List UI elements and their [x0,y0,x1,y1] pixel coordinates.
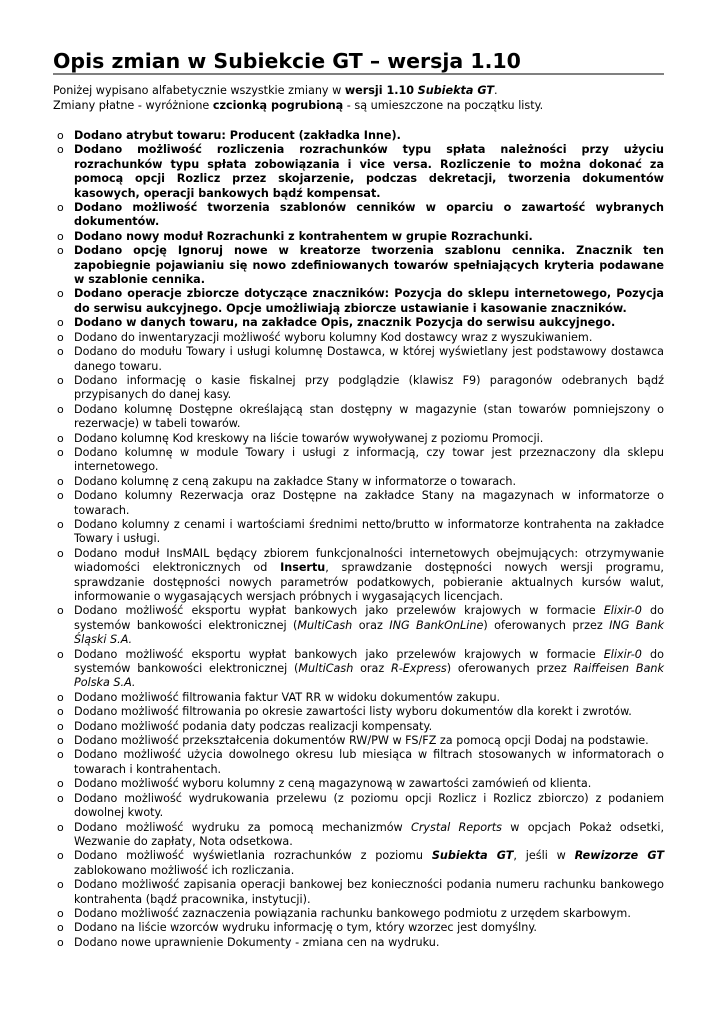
bullet-icon: o [57,474,64,488]
list-item [0,446,664,475]
item-text: ) oferowanych przez [446,662,574,676]
bullet-icon: o [57,229,64,243]
item-text: Dodano możliwość zapisania operacji bankowej bez konieczności podania numeru rachunku bankowego kontrahenta (bądź pracownika, instytucji). [74,878,664,906]
list-item [0,705,664,719]
list-item [0,792,664,821]
item-text: Dodano kolumny z cenami i wartościami średnimi netto/brutto w informatorze kontrahenta na zakładce Towary i usługi. [74,517,664,546]
item-text: Dodano możliwość rozliczenia rozrachunków typu spłata należności przy użyciu rozrachunków typu spłata zobowiązania i vice versa. Rozliczenie to można dokonać za pomocą opcji Rozlicz przez skojarzenie, podczas dekretacji, tworzenia dokumentów kasowych, operacji bankowych bądź kompensat. [74,143,664,200]
item-text: Dodano możliwość eksportu wypłat bankowych jako przelewów krajowych w formacie [74,647,604,661]
bullet-icon: o [57,878,64,892]
list-item [0,748,664,777]
bullet-icon: o [57,849,64,863]
bullet-icon: o [57,705,64,719]
bullet-icon: o [57,445,64,459]
list-item [0,244,664,287]
item-text: Dodano kolumnę Dostępne określającą stan dostępny w magazynie (stan towarów pomniejszony o rezerwacje) w tabeli towarów. [74,402,664,431]
list-item [0,777,664,791]
list-item [0,287,664,316]
item-text: Dodano kolumnę Kod kreskowy na liście towarów wywoływanej z poziomu Promocji. [74,431,544,445]
item-text: Dodano możliwość eksportu wypłat bankowych jako przelewów krajowych w formacie [74,604,604,618]
list-item [0,143,664,201]
item-text: Dodano możliwość zaznaczenia powiązania rachunku bankowego podmiotu z urzędem skarbowym. [74,906,631,920]
bullet-icon: o [57,690,64,704]
item-text: Dodano kolumny Rezerwacja oraz Dostępne na zakładce Stany na magazynach w informatorze o towarach. [74,489,664,517]
bullet-icon: o [57,201,64,215]
item-text: Dodano nowe uprawnienie Dokumenty - zmiana cen na wydruku. [74,935,440,949]
item-text: , jeśli w [513,849,575,863]
bullet-icon: o [57,517,64,531]
bullet-icon: o [57,935,64,949]
intro-text: Zmiany płatne - wyróżnione [53,99,213,112]
bullet-icon: o [57,345,64,359]
item-italic-text: MultiCash [297,618,353,632]
item-italic-text: ING BankOnLine [389,618,484,632]
bullet-icon: o [57,143,64,157]
item-text: ) oferowanych przez [483,618,610,632]
item-text: , sprawdzanie dostępności nowych wersji programu, sprawdzanie dostępności nowych parametrów podatkowych, pobieranie aktualnych kursów walut, informowanie o wygasających wersjach próbnych i wygasających licencjach. [74,561,664,603]
list-item [0,734,664,748]
bullet-icon: o [57,330,64,344]
list-item [0,720,664,734]
bullet-icon: o [57,777,64,791]
item-text: Dodano do modułu Towary i usługi kolumnę Dostawca, w której wyświetlany jest podstawowy dostawca danego towaru. [74,345,664,373]
item-text: Dodano możliwość wyświetlania rozrachunków z poziomu [74,849,432,863]
bullet-icon: o [57,791,64,805]
item-text: Dodano możliwość tworzenia szablonów cenników w oparciu o zawartość wybranych dokumentów. [74,201,664,229]
bullet-icon: o [57,719,64,733]
list-item [0,849,664,878]
item-italic-text: MultiCash [298,662,354,676]
item-text: Dodano kolumnę w module Towary i usługi z informacją, czy towar jest przeznaczony dla sklepu internetowego. [74,445,664,474]
change-list [0,129,724,950]
bullet-icon: o [57,734,64,748]
list-item [0,230,664,244]
item-text: Dodano możliwość przekształcenia dokumentów RW/PW w FS/FZ za pomocą opcji Dodaj na podstawie. [74,734,649,748]
intro-version: wersji 1.10 [344,84,415,97]
intro-text: . [493,84,498,97]
list-item [0,374,664,403]
bullet-icon: o [57,431,64,445]
list-item [0,201,664,230]
bullet-icon: o [57,373,64,387]
list-item [0,432,664,446]
item-text: do systemów bankowości elektronicznej ( [74,647,664,676]
item-italic-text: R-Express [391,662,447,676]
item-bold-text: Insertu [280,561,326,575]
intro-line-2 [53,98,673,113]
item-text: w opcjach Pokaż odsetki, Wezwanie do zapłaty, Nota odsetkowa. [74,820,664,848]
intro-product-name: Subiekta GT [417,84,494,97]
intro [53,83,673,113]
list-item [0,821,664,850]
bullet-icon: o [57,287,64,301]
bullet-icon: o [57,244,64,258]
bullet-icon: o [57,820,64,834]
bullet-icon: o [57,647,64,661]
item-italic-text: Raiffeisen Bank Polska S.A. [74,662,664,690]
bullet-icon: o [57,604,64,618]
list-item [0,316,664,330]
list-item [0,331,664,345]
item-italic-text: ING Bank Śląski S.A. [74,618,664,647]
item-product-name: Rewizorze GT [574,849,664,863]
bullet-icon: o [57,748,64,762]
item-text: Dodano moduł InsMAIL będący zbiorem funkcjonalności internetowych obejmujących: otrzymywanie wiadomości elektronicznych od [74,546,664,575]
item-text: Dodano opcję Ignoruj nowe w kreatorze tworzenia szablonu cennika. Znacznik ten zapobiegnie pojawianiu się nowo zdefiniowanych towarów spełniających kryteria podawane w szablonie cennika. [74,244,664,287]
list-item [0,547,664,605]
item-text: Dodano możliwość wydruku za pomocą mechanizmów [74,820,412,834]
item-text: Dodano w danych towaru, na zakładce Opis, znacznik Pozycja do serwisu aukcyjnego. [74,316,616,330]
item-text: Dodano informację o kasie fiskalnej przy podglądzie (klawisz F9) paragonów odebranych bądź przypisanych do danej kasy. [74,373,664,402]
item-text: Dodano możliwość podania daty podczas realizacji kompensaty. [74,719,433,733]
list-item [0,489,664,518]
list-item [0,648,664,691]
item-text: Dodano możliwość wyboru kolumny z ceną magazynową w zawartości zamówień od klienta. [74,777,592,791]
intro-text: - są umieszczone na początku listy. [343,99,544,112]
item-text: Dodano na liście wzorców wydruku informację o tym, który wzorzec jest domyślny. [74,921,537,935]
item-italic-text: Crystal Reports [411,820,502,834]
item-text: Dodano możliwość filtrowania po okresie zawartości listy wyboru dokumentów dla korekt i zwrotów. [74,705,632,719]
list-item [0,518,664,547]
list-item [0,878,664,907]
item-text: Dodano nowy moduł Rozrachunki z kontrahentem w grupie Rozrachunki. [74,229,533,243]
list-item [0,936,664,950]
bullet-icon: o [57,546,64,560]
page-title: Opis zmian w Subiekcie GT – wersja 1.10 [53,49,521,73]
list-item [0,345,664,374]
item-text: zablokowano możliwość ich rozliczania. [74,863,295,877]
list-item [0,475,664,489]
item-italic-text: Elixir-0 [603,647,642,661]
intro-line-1 [53,83,673,98]
title-underline [53,73,664,75]
item-text: Dodano operacje zbiorcze dotyczące znaczników: Pozycja do sklepu internetowego, Pozycja do serwisu aukcyjnego. Opcje umożliwiają zbiorcze ustawianie i kasowanie znaczników. [74,287,664,315]
item-text: Dodano do inwentaryzacji możliwość wyboru kolumny Kod dostawcy wraz z wyszukiwaniem. [74,330,593,344]
bullet-icon: o [57,906,64,920]
item-text: Dodano atrybut towaru: Producent (zakładka Inne). [74,129,401,142]
intro-text: Poniżej wypisano alfabetycznie wszystkie zmiany w [53,84,345,97]
item-text: Dodano możliwość użycia dowolnego okresu lub miesiąca w filtrach stosowanych w informatorach o towarach i kontrahentach. [74,748,664,776]
list-item [0,403,664,432]
item-text: Dodano kolumnę z ceną zakupu na zakładce Stany w informatorze o towarach. [74,474,517,488]
bullet-icon: o [57,129,64,142]
item-text: Dodano możliwość wydrukowania przelewu (z poziomu opcji Rozlicz i Rozlicz zbiorczo) z podaniem dowolnej kwoty. [74,791,664,820]
item-text: oraz [352,618,390,632]
bullet-icon: o [57,316,64,330]
item-product-name: Subiekta GT [431,849,514,863]
bullet-icon: o [57,921,64,935]
item-text: do systemów bankowości elektronicznej ( [74,604,664,632]
item-text: oraz [353,662,391,676]
item-italic-text: Elixir-0 [603,604,642,618]
list-item [0,921,664,935]
bullet-icon: o [57,489,64,503]
intro-bold-note: czcionką pogrubioną [212,99,344,112]
list-item [0,907,664,921]
list-item [0,129,664,143]
list-item [0,604,664,647]
list-item [0,691,664,705]
bullet-icon: o [57,402,64,416]
item-text: Dodano możliwość filtrowania faktur VAT RR w widoku dokumentów zakupu. [74,690,501,704]
